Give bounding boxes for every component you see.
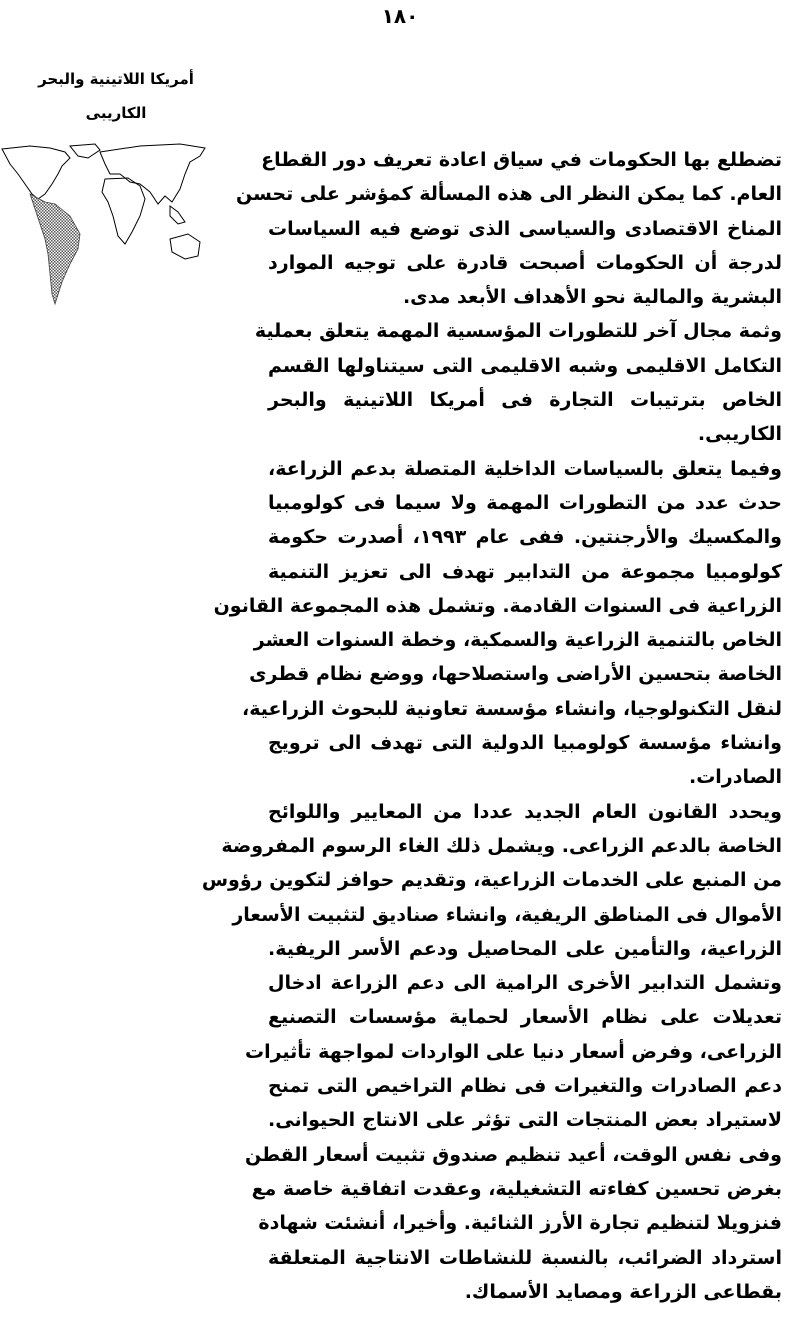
text-line: وتشمل التدابير الأخرى الرامية الى دعم الزراعة ادخال (268, 972, 782, 995)
text-line: الزراعية، والتأمين على المحاصيل ودعم الأسر الريفية. (268, 937, 782, 960)
text-line: من المنبع على الخدمات الزراعية، وتقديم حوافز لتكوين رؤوس (201, 869, 782, 892)
text-line: الزراعية فى السنوات القادمة. وتشمل هذه المجموعة القانون (213, 594, 782, 617)
text-line: تضطلع بها الحكومات في سياق اعادة تعريف دور القطاع (261, 149, 782, 171)
text-line: ويحدد القانون العام الجديد عددا من المعايير واللوائح (268, 800, 782, 823)
text-line: الصادرات. (688, 766, 782, 789)
text-line: بقطاعى الزراعة ومصايد الأسماك. (464, 1280, 782, 1303)
text-line: الكاريبى. (697, 423, 782, 446)
text-line: استرداد الضرائب، بالنسبة للنشاطات الانتاجية المتعلقة (268, 1246, 782, 1269)
text-line: لاستيراد بعض المنتجات التى تؤثر على الانتاج الحيوانى. (268, 1109, 782, 1132)
sidebar-region-title (0, 62, 232, 130)
text-line: الخاص بترتيبات التجارة فى أمريكا اللاتينية والبحر (268, 389, 782, 412)
text-line: وثمة مجال آخر للتطورات المؤسسية المهمة يتعلق بعملية (254, 320, 782, 343)
text-line: المناخ الاقتصادى والسياسى الذى توضع فيه السياسات (268, 217, 782, 240)
text-line: الزراعى، وفرض أسعار دنيا على الواردات لمواجهة تأثيرات (244, 1040, 782, 1063)
text-line: وانشاء مؤسسة كولومبيا الدولية التى تهدف الى ترويج (268, 732, 782, 755)
text-line: لدرجة أن الحكومات أصبحت قادرة على توجيه الموارد (268, 251, 782, 274)
text-line: وفيما يتعلق بالسياسات الداخلية المتصلة بدعم الزراعة، (268, 457, 782, 480)
page-number: ١٨٠ (381, 4, 419, 28)
region-title-line: الكاريبى (85, 104, 147, 122)
text-line: بغرض تحسين كفاءته التشغيلية، وعقدت اتفاقية خاصة مع (251, 1177, 782, 1200)
latin-america-region (30, 194, 80, 304)
text-line: الخاص بالتنمية الزراعية والسمكية، وخطة السنوات العشر (253, 629, 782, 652)
text-line: والمكسيك والأرجنتين. ففى عام ١٩٩٣، أصدرت حكومة (268, 526, 782, 549)
text-line: التكامل الاقليمى وشبه الاقليمى التى سيتناولها القسم (268, 354, 782, 377)
text-line: الخاصة بتحسين الأراضى واستصلاحها، ووضع نظام قطرى (249, 663, 782, 686)
text-line: كولومبيا مجموعة من التدابير تهدف الى تعزيز التنمية (268, 560, 782, 583)
world-map-icon (0, 144, 232, 314)
text-line: لنقل التكنولوجيا، وانشاء مؤسسة تعاونية للبحوث الزراعية، (242, 697, 782, 720)
text-line: الخاصة بالدعم الزراعى. ويشمل ذلك الغاء الرسوم المفروضة (221, 834, 782, 857)
text-line: العام. كما يمكن النظر الى هذه المسألة كمؤشر على تحسن (235, 183, 782, 206)
text-line: الأموال فى المناطق الريفية، وانشاء صناديق لتثبيت الأسعار (232, 903, 782, 926)
region-title-line: أمريكا اللاتينية والبحر (38, 70, 194, 88)
text-line: دعم الصادرات والتغيرات فى نظام التراخيص التى تمنح (268, 1075, 782, 1098)
text-line: وفى نفس الوقت، أعيد تنظيم صندوق تثبيت أسعار القطن (245, 1143, 782, 1166)
text-line: تعديلات على نظام الأسعار لحماية مؤسسات التصنيع (268, 1006, 782, 1029)
body-text (201, 143, 782, 1309)
text-line: حدث عدد من التطورات المهمة ولا سيما فى كولومبيا (268, 491, 782, 514)
text-line: فنزويلا لتنظيم تجارة الأرز الثنائية. وأخيرا، أنشئت شهادة (258, 1212, 782, 1235)
text-line: البشرية والمالية نحو الأهداف الأبعد مدى. (402, 286, 782, 309)
